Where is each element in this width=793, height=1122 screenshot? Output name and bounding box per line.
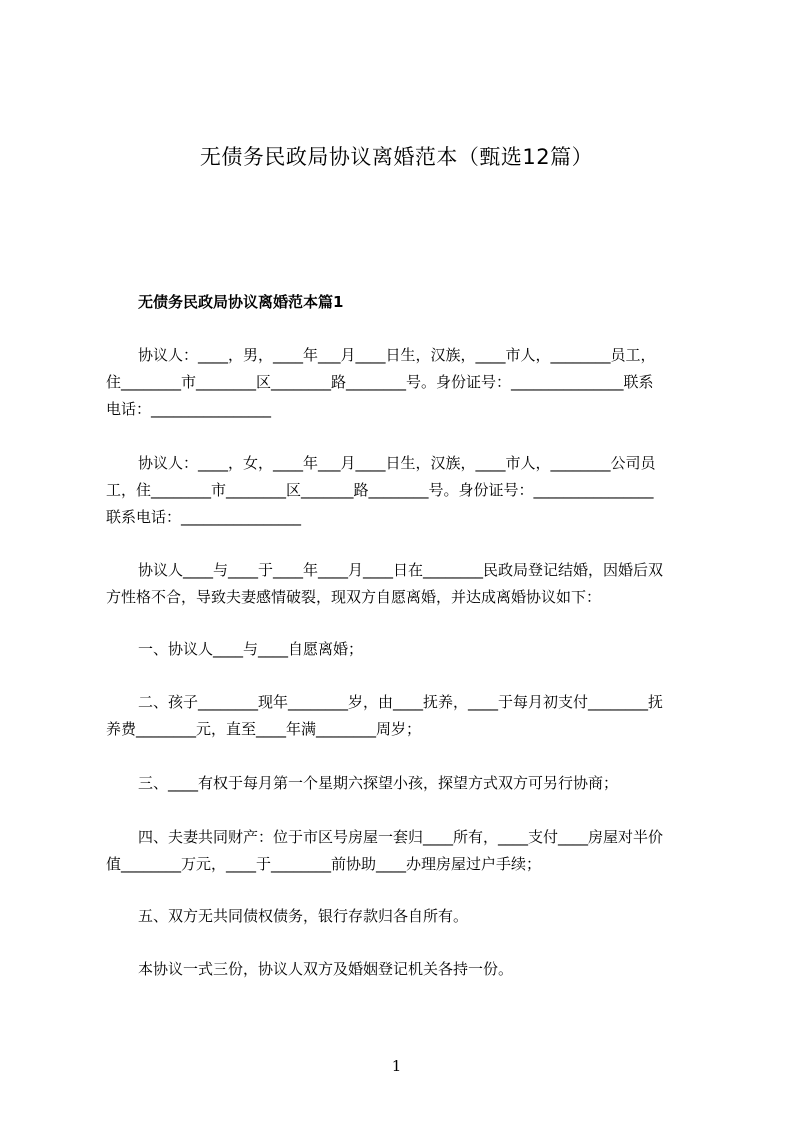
paragraph-2-line-2: 工，住________市________区_______路________号。身份证号：________________ <box>106 481 654 499</box>
paragraph-2-line-1: 协议人：____，女，____年___月____日生，汉族，____市人，________公司员 <box>138 454 656 472</box>
clause-4-line-1: 四、夫妻共同财产：位于市区号房屋一套归____所有，____支付____房屋对半价 <box>138 828 664 846</box>
paragraph-3-line-1: 协议人____与____于____年____月____日在________民政局登记结婚，因婚后双 <box>138 561 664 579</box>
clause-2-line-1: 二、孩子________现年________岁，由____抚养，____于每月初支付________抚 <box>138 693 664 711</box>
paragraph-3-line-2: 方性格不合，导致夫妻感情破裂，现双方自愿离婚，并达成离婚协议如下： <box>106 588 602 606</box>
paragraph-1-line-1: 协议人：____，男，____年___月____日生，汉族，____市人，________员工， <box>138 346 656 364</box>
closing-statement: 本协议一式三份，协议人双方及婚姻登记机关各持一份。 <box>138 960 514 978</box>
document-title: 无债务民政局协议离婚范本（甄选12篇） <box>199 145 594 169</box>
page-number: 1 <box>391 1057 402 1075</box>
clause-3: 三、____有权于每月第一个星期六探望小孩，探望方式双方可另行协商； <box>138 774 619 792</box>
clause-5: 五、双方无共同债权债务，银行存款归各自所有。 <box>138 907 469 925</box>
clause-2-line-2: 养费________元，直至____年满________周岁； <box>106 720 422 738</box>
clause-4-line-2: 值________万元，____于________前协助____办理房屋过户手续； <box>106 855 542 873</box>
section-heading: 无债务民政局协议离婚范本篇1 <box>138 293 344 311</box>
paragraph-1-line-2: 住________市________区________路________号。身份证号：_______________联系 <box>106 373 654 391</box>
paragraph-2-line-3: 联系电话：________________ <box>106 508 302 526</box>
paragraph-1-line-3: 电话：________________ <box>106 400 272 418</box>
clause-1: 一、协议人____与____自愿离婚； <box>138 640 364 658</box>
